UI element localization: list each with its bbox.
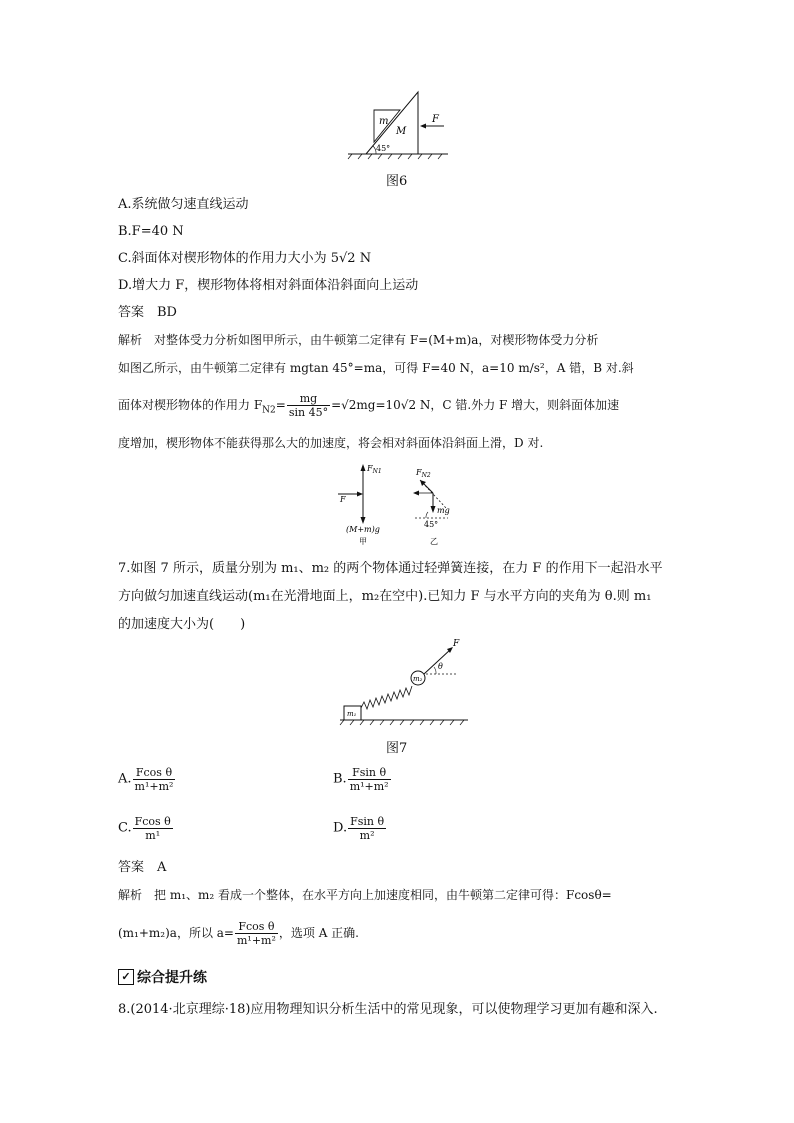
q6-analysis-line-4: 度增加，楔形物体不能获得那么大的加速度，将会相对斜面体沿斜面上滑，D 对. — [118, 436, 544, 450]
figure-6 — [340, 88, 460, 160]
q6-fraction-denominator: sin 45° — [288, 406, 329, 419]
q7-analysis-numerator: Fcos θ — [235, 920, 278, 934]
q6-analysis-line-3 — [118, 390, 619, 425]
q6-fraction-numerator: mg — [287, 392, 330, 406]
fig7-label-theta: θ — [438, 662, 443, 671]
q7-option-b — [333, 766, 392, 793]
q7-stem-line-1: 7.如图 7 所示，质量分别为 m₁、m₂ 的两个物体通过轻弹簧连接，在力 F 的作用下一起沿水平 — [118, 561, 663, 576]
q7-option-b-numerator: Fsin θ — [348, 766, 391, 780]
figure-6-caption: 图6 — [386, 174, 408, 189]
q6-analysis-eq: = — [275, 398, 286, 412]
q7-stem-line-2: 方向做匀加速直线运动(m₁在光滑地面上，m₂在空中).已知力 F 与水平方向的夹角为 θ.则 m₁ — [118, 589, 652, 604]
q7-option-a-numerator: Fcos θ — [133, 766, 176, 780]
fig6-label-m: m — [379, 116, 389, 127]
fig6-label-F: F — [432, 114, 439, 125]
q7-option-d-numerator: Fsin θ — [350, 815, 385, 828]
q7-analysis-line-2 — [118, 918, 359, 948]
q7-option-d-denominator: m² — [359, 829, 375, 842]
q7-option-d-label: D. — [333, 820, 348, 836]
fig-jia-f: F — [340, 495, 346, 504]
q7-option-c-numerator: Fcos θ — [134, 815, 171, 828]
fig7-label-f: F — [453, 639, 460, 649]
fig-jia-mmg: (M+m)g — [346, 525, 380, 534]
fig-yi-mg: mg — [437, 506, 450, 515]
q6-analysis-sub: N2 — [262, 405, 276, 416]
q7-analysis-denominator: m¹+m² — [236, 934, 276, 947]
q8-stem-line-1: 8.(2014·北京理综·18)应用物理知识分析生活中的常见现象，可以使物理学习更加有趣和深入. — [118, 1002, 658, 1017]
section-header — [118, 967, 207, 987]
q7-option-c — [118, 815, 174, 842]
fig-jia-label: 甲 — [359, 537, 367, 546]
q7-option-a — [118, 766, 176, 793]
q7-stem-line-3: 的加速度大小为( ) — [118, 617, 246, 632]
q7-analysis-line-1: 解析 把 m₁、m₂ 看成一个整体，在水平方向上加速度相同，由牛顿第二定律可得：Fcosθ= — [118, 888, 612, 902]
figure-jia-yi — [330, 460, 470, 546]
q6-answer: 答案 BD — [118, 305, 177, 320]
figure-7-caption: 图7 — [386, 741, 408, 756]
q7-analysis-fraction — [235, 920, 278, 947]
q6-analysis-line-1: 解析 对整体受力分析如图甲所示，由牛顿第二定律有 F=(M+m)a，对楔形物体受力分析 — [118, 333, 599, 347]
fig-yi-label: 乙 — [430, 537, 438, 546]
q7-option-c-denominator: m¹ — [145, 829, 161, 842]
section-title: 综合提升练 — [137, 970, 207, 986]
q7-analysis-text-b: ，选项 A 正确. — [278, 926, 360, 940]
q6-analysis-line-2: 如图乙所示，由牛顿第二定律有 mgtan 45°=ma，可得 F=40 N，a=10 m/s²，A 错，B 对.斜 — [118, 361, 634, 375]
q7-option-b-denominator: m¹+m² — [349, 780, 389, 793]
fig7-label-m2: m₂ — [413, 675, 423, 683]
q6-option-c: C.斜面体对楔形物体的作用力大小为 5√2 N — [118, 251, 372, 266]
fig-jia-fn1: $F_{N1}$ — [367, 464, 382, 475]
fig7-label-m1: m₁ — [347, 710, 357, 718]
q7-answer: 答案 A — [118, 860, 167, 875]
figure-7 — [334, 636, 474, 728]
q7-option-c-label: C. — [118, 820, 132, 836]
q7-option-a-label: A. — [118, 771, 132, 787]
q6-analysis-fraction — [287, 392, 330, 419]
q6-analysis-text-a: 面体对楔形物体的作用力 F — [118, 398, 263, 412]
q6-option-b: B.F=40 N — [118, 224, 184, 239]
q7-option-b-label: B. — [333, 771, 347, 787]
checkbox-icon: ✓ — [118, 969, 134, 985]
q6-option-a: A.系统做匀速直线运动 — [118, 197, 249, 212]
q7-option-a-denominator: m¹+m² — [134, 780, 174, 793]
q6-option-d: D.增大力 F，楔形物体将相对斜面体沿斜面向上运动 — [118, 278, 419, 293]
fig6-angle: 45° — [376, 144, 391, 153]
fig6-label-M: M — [396, 126, 407, 137]
q7-analysis-text-a: (m₁+m₂)a，所以 a= — [118, 926, 234, 940]
q7-option-d — [333, 815, 387, 842]
fig-yi-angle: 45° — [424, 520, 439, 529]
q6-analysis-text-b: =√2mg=10√2 N，C 错.外力 F 增大，则斜面体加速 — [331, 398, 620, 412]
fig-yi-fn2: $F_{N2}$ — [416, 468, 431, 479]
